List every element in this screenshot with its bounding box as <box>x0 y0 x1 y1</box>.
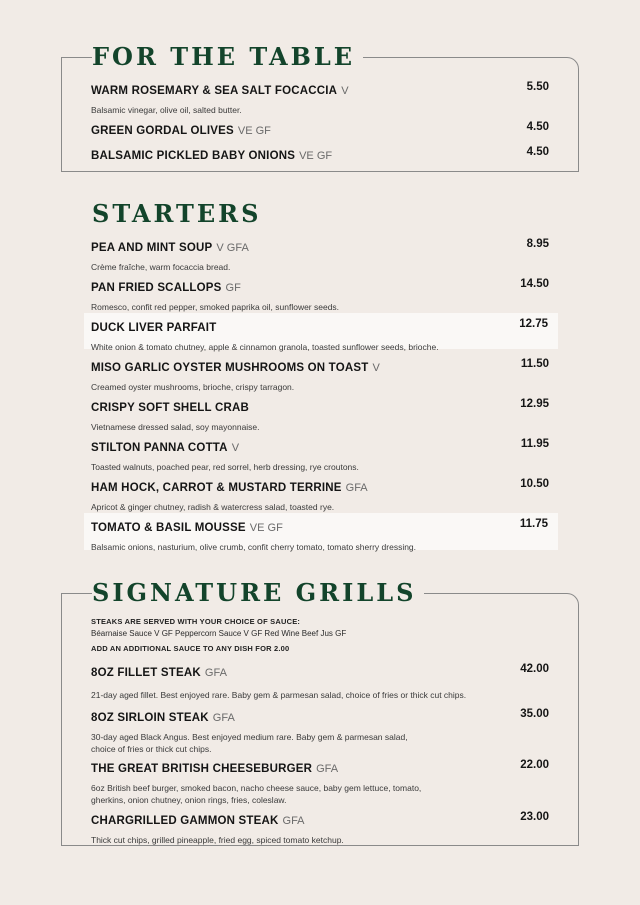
dietary-tags: VE GF <box>249 522 283 534</box>
dietary-tags: VE GF <box>237 125 271 137</box>
menu-item <box>91 146 549 164</box>
section-title-for-the-table: FOR THE TABLE <box>92 45 363 69</box>
item-price: 12.95 <box>520 398 549 410</box>
item-price: 12.75 <box>519 318 548 330</box>
item-description: Thick cut chips, grilled pineapple, fried egg, spiced tomato ketchup. <box>91 835 344 845</box>
item-price: 5.50 <box>526 81 549 93</box>
item-price: 4.50 <box>526 121 549 133</box>
item-name: CRISPY SOFT SHELL CRAB <box>91 402 249 414</box>
item-price: 14.50 <box>520 278 549 290</box>
menu-item <box>91 811 549 846</box>
item-price: 11.75 <box>519 518 548 530</box>
item-description: Apricot & ginger chutney, radish & watercress salad, toasted rye. <box>91 502 335 512</box>
item-name: WARM ROSEMARY & SEA SALT FOCACCIA <box>91 85 338 97</box>
menu-item <box>91 238 549 273</box>
dietary-tags: GFA <box>316 763 339 775</box>
menu-item <box>91 398 549 433</box>
item-description: Romesco, confit red pepper, smoked paprika oil, sunflower seeds. <box>91 302 340 312</box>
dietary-tags: V <box>372 362 380 374</box>
menu-item <box>91 663 549 701</box>
menu-item-highlighted <box>84 313 558 352</box>
menu-item <box>91 438 549 473</box>
menu-item <box>91 478 549 513</box>
dietary-tags: GFA <box>345 482 368 494</box>
item-name: THE GREAT BRITISH CHEESEBURGER <box>91 763 313 775</box>
item-price: 35.00 <box>520 708 549 720</box>
item-name: PEA AND MINT SOUP <box>91 242 213 254</box>
menu-item <box>91 121 549 139</box>
menu-item <box>91 81 549 116</box>
menu-item <box>91 358 549 393</box>
item-price: 22.00 <box>520 759 549 771</box>
item-name: DUCK LIVER PARFAIT <box>91 322 217 334</box>
item-name: HAM HOCK, CARROT & MUSTARD TERRINE <box>91 482 342 494</box>
dietary-tags: GFA <box>204 667 227 679</box>
item-description: 6oz British beef burger, smoked bacon, nacho cheese sauce, baby gem lettuce, tomato, gherkins, onion chutney, onion rings, fries, coleslaw. <box>91 783 422 806</box>
item-price: 8.95 <box>526 238 549 250</box>
dietary-tags: VE GF <box>299 150 333 162</box>
item-description: Balsamic vinegar, olive oil, salted butter. <box>91 105 242 115</box>
item-name: PAN FRIED SCALLOPS <box>91 282 222 294</box>
item-description: Vietnamese dressed salad, soy mayonnaise. <box>91 422 260 432</box>
item-description: Balsamic onions, nasturium, olive crumb, confit cherry tomato, tomato sherry dressing. <box>91 542 417 552</box>
item-price: 11.95 <box>520 438 549 450</box>
item-price: 23.00 <box>520 811 549 823</box>
item-name: MISO GARLIC OYSTER MUSHROOMS ON TOAST <box>91 362 369 374</box>
dietary-tags: V <box>231 442 240 454</box>
extra-sauce-note: ADD AN ADDITIONAL SAUCE TO ANY DISH FOR 2.00 <box>91 644 290 653</box>
item-description: White onion & tomato chutney, apple & cinnamon granola, toasted sunflower seeds, brioche. <box>91 342 439 352</box>
dietary-tags: GF <box>225 282 241 294</box>
item-name: GREEN GORDAL OLIVES <box>91 125 234 137</box>
item-price: 42.00 <box>520 663 549 675</box>
item-description: 21-day aged fillet. Best enjoyed rare. Baby gem & parmesan salad, choice of fries or thick cut chips. <box>91 690 467 700</box>
item-description: Toasted walnuts, poached pear, red sorrel, herb dressing, rye croutons. <box>91 462 359 472</box>
item-description: Crème fraîche, warm focaccia bread. <box>91 262 231 272</box>
item-price: 4.50 <box>526 146 549 158</box>
sauce-options: Béarnaise Sauce V GF Peppercorn Sauce V GF Red Wine Beef Jus GF <box>91 629 347 638</box>
dietary-tags: GFA <box>212 712 235 724</box>
menu-item <box>91 278 549 313</box>
item-description: 30-day aged Black Angus. Best enjoyed medium rare. Baby gem & parmesan salad, choice of fries or thick cut chips. <box>91 732 408 755</box>
section-title-starters: STARTERS <box>92 202 269 226</box>
dietary-tags: GFA <box>282 815 305 827</box>
menu-item <box>91 759 549 807</box>
section-title-signature-grills: SIGNATURE GRILLS <box>92 581 424 605</box>
item-name: 8OZ FILLET STEAK <box>91 667 201 679</box>
sauce-note-title: STEAKS ARE SERVED WITH YOUR CHOICE OF SAUCE: <box>91 617 301 626</box>
menu-item-highlighted <box>84 513 558 550</box>
item-name: STILTON PANNA COTTA <box>91 442 228 454</box>
dietary-tags: V <box>341 85 349 97</box>
item-name: TOMATO & BASIL MOUSSE <box>91 522 246 534</box>
item-price: 10.50 <box>520 478 549 490</box>
dietary-tags: V GFA <box>216 242 249 254</box>
menu-item <box>91 708 549 756</box>
item-name: CHARGRILLED GAMMON STEAK <box>91 815 279 827</box>
item-name: 8OZ SIRLOIN STEAK <box>91 712 209 724</box>
item-price: 11.50 <box>520 358 549 370</box>
item-description: Creamed oyster mushrooms, brioche, crispy tarragon. <box>91 382 295 392</box>
item-name: BALSAMIC PICKLED BABY ONIONS <box>91 150 296 162</box>
